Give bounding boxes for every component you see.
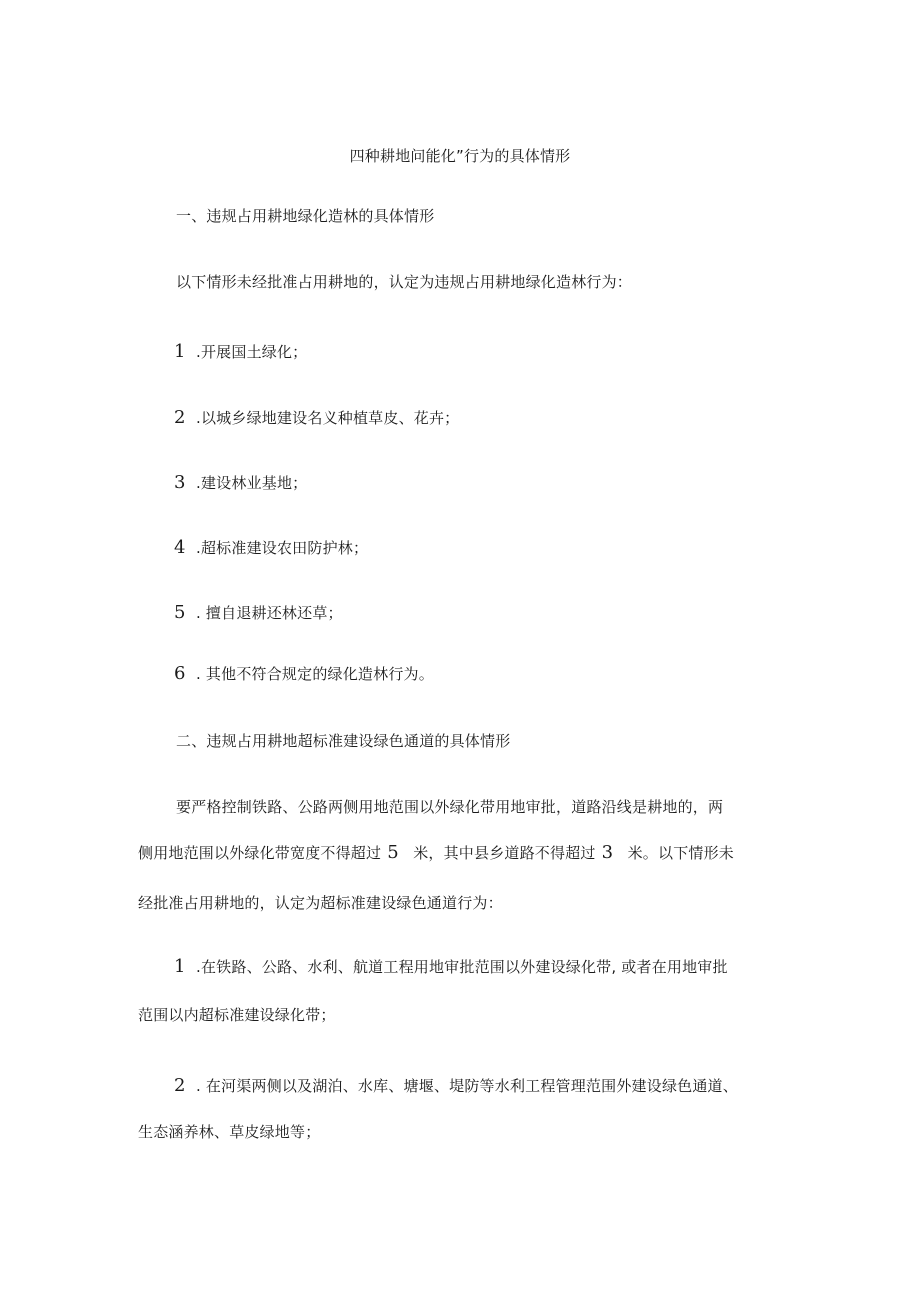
county-road-limit-number: 3 [601,842,614,863]
item-text: . 其他不符合规定的绿化造林行为。 [196,665,434,683]
item-text: .以城乡绿地建设名义种植草皮、花卉； [196,409,460,427]
section-1-item-6 [174,664,434,684]
section-1-item-5 [174,603,343,623]
section-2-item-2-line-2: 生态涵养林、草皮绿地等； [138,1123,321,1141]
item-text: . 擅自退耕还林还草； [196,604,343,622]
section-2-paragraph-line-1: 要严格控制铁路、公路两侧用地范围以外绿化带用地审批，道路沿线是耕地的，两 [176,798,724,816]
item-text: . 在河渠两侧以及湖泊、水库、塘堰、堤防等水利工程管理范围外建设绿色通道、 [196,1077,738,1095]
item-number: 1 [174,956,186,977]
item-number: 2 [174,1075,186,1096]
section-1-item-4 [174,538,368,558]
item-text: .超标准建设农田防护林； [196,539,369,557]
item-text: .在铁路、公路、水利、航道工程用地审批范围以外建设绿化带, 或者在用地审批 [196,958,728,976]
item-number: 3 [174,472,186,493]
section-1-item-2 [174,408,459,428]
item-text: .开展国土绿化； [196,343,308,361]
paragraph-text: 侧用地范围以外绿化带宽度不得超过 [138,844,382,862]
section-2-item-1-line-2: 范围以内超标准建设绿化带； [138,1006,336,1024]
section-1-intro: 以下情形未经批准占用耕地的，认定为违规占用耕地绿化造林行为： [176,273,633,291]
section-1-item-3 [174,473,307,493]
item-number: 6 [174,663,186,684]
item-number: 4 [174,537,186,558]
paragraph-text: 米，其中县乡道路不得超过 [413,844,596,862]
item-number: 1 [174,341,186,362]
width-limit-number: 5 [387,842,399,863]
item-number: 2 [174,407,186,428]
section-1-heading: 一、违规占用耕地绿化造林的具体情形 [176,207,435,225]
section-2-item-2-line-1 [174,1076,738,1096]
section-2-paragraph-line-3: 经批准占用耕地的，认定为超标准建设绿色通道行为： [138,894,503,912]
item-text: .建设林业基地； [196,474,308,492]
section-1-item-1 [174,342,307,362]
section-2-paragraph-line-2 [138,843,734,863]
paragraph-text: 米。以下情形未 [627,844,735,862]
item-number: 5 [174,602,186,623]
section-2-item-1-line-1 [174,957,728,977]
document-title: 四种耕地问能化”行为的具体情形 [349,147,571,165]
section-2-heading: 二、违规占用耕地超标准建设绿色通道的具体情形 [176,732,511,750]
